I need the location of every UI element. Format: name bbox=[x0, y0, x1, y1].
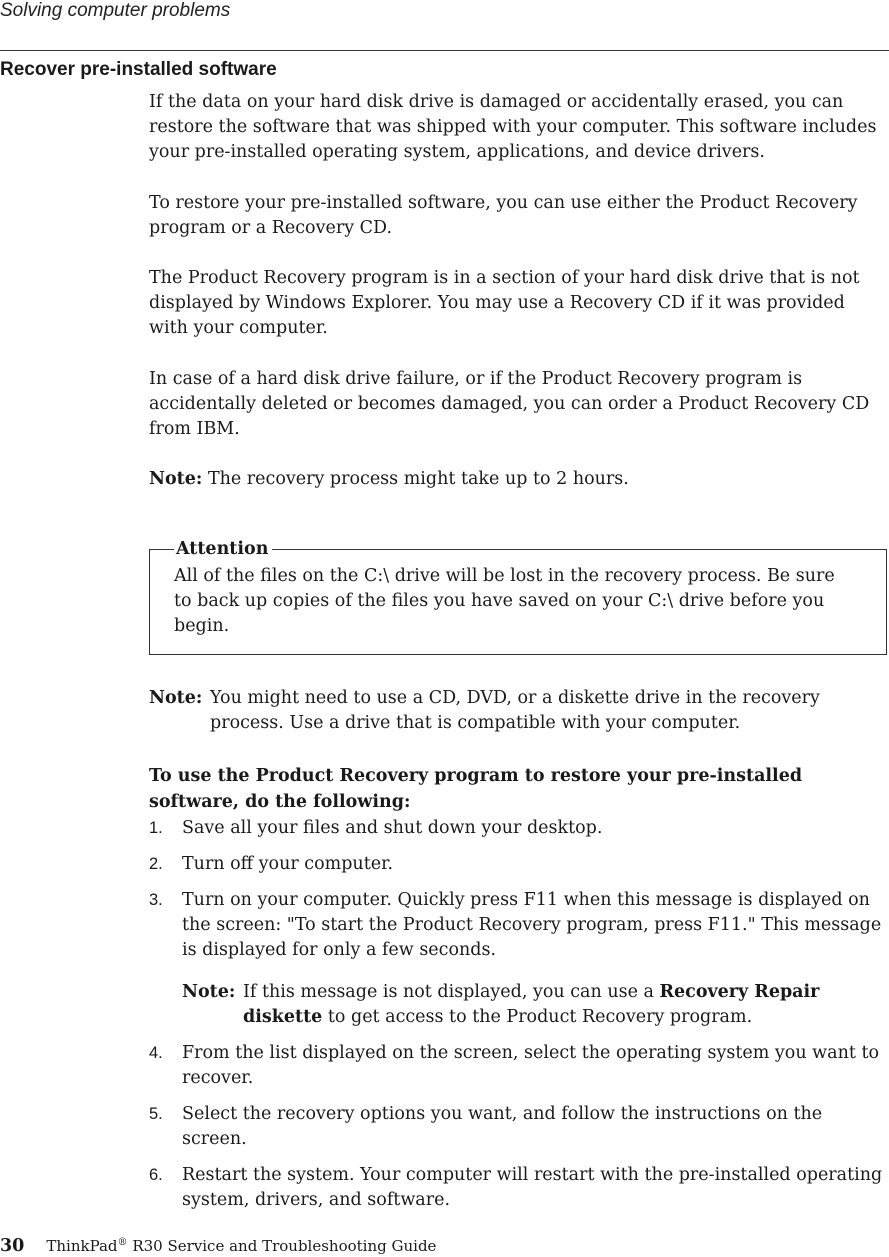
note-text-after: to get access to the Product Recovery program. bbox=[322, 1007, 753, 1027]
page-footer bbox=[0, 1235, 436, 1257]
steps-list bbox=[149, 816, 885, 1224]
footer-brand: ThinkPad bbox=[46, 1237, 118, 1255]
list-item bbox=[149, 852, 885, 877]
list-item bbox=[149, 1163, 885, 1213]
procedure-intro: To use the Product Recovery program to restore your pre-installed software, do the following: bbox=[149, 766, 803, 812]
note-text: You might need to use a CD, DVD, or a diskette drive in the recovery process. Use a drive that is compatible with your computer. bbox=[210, 688, 820, 733]
note-text-before: If this message is not displayed, you can use a bbox=[243, 982, 660, 1002]
step-text: Save all your files and shut down your desktop. bbox=[182, 818, 603, 838]
step-text: Select the recovery options you want, and follow the instructions on the screen. bbox=[182, 1104, 823, 1149]
attention-title: Attention bbox=[174, 538, 272, 560]
footer-title: R30 Service and Troubleshooting Guide bbox=[127, 1237, 437, 1255]
step-number: 5. bbox=[149, 1105, 163, 1123]
step-number: 2. bbox=[149, 855, 163, 873]
step-text: Restart the system. Your computer will restart with the pre-installed operating system, drivers, and software. bbox=[182, 1165, 883, 1210]
list-item bbox=[149, 1102, 885, 1152]
step-number: 1. bbox=[149, 819, 163, 837]
note-recovery-time bbox=[149, 467, 885, 492]
paragraph-drive-failure: In case of a hard disk drive failure, or if the Product Recovery program is accidentally deleted or becomes damaged, you can order a Product Recovery CD from IBM. bbox=[149, 369, 870, 439]
running-head: Solving computer problems bbox=[0, 0, 231, 21]
attention-box bbox=[149, 539, 887, 655]
step-number: 3. bbox=[149, 891, 163, 909]
note-label: Note: bbox=[149, 469, 203, 489]
note-text bbox=[243, 980, 885, 1030]
paragraph-recovery-program: The Product Recovery program is in a section of your hard disk drive that is not displayed by Windows Explorer. You may use a Recovery CD if it was provided with your computer. bbox=[149, 268, 860, 338]
note-drive-requirement bbox=[149, 686, 885, 736]
step-number: 4. bbox=[149, 1044, 163, 1062]
step-note bbox=[182, 980, 885, 1030]
note-text: The recovery process might take up to 2 hours. bbox=[207, 469, 629, 489]
step-text: From the list displayed on the screen, select the operating system you want to recover. bbox=[182, 1043, 880, 1088]
registered-mark: ® bbox=[117, 1237, 128, 1248]
note-label: Note: bbox=[149, 688, 203, 708]
paragraph-restore-options: To restore your pre-installed software, you can use either the Product Recovery program or a Recovery CD. bbox=[149, 193, 858, 238]
step-text: Turn off your computer. bbox=[182, 854, 394, 874]
step-text: Turn on your computer. Quickly press F11 when this message is displayed on the screen: "To start the Product Recovery program, press F11." This message is displayed for only a few seconds. bbox=[182, 890, 882, 960]
list-item bbox=[149, 888, 885, 1030]
section-title: Recover pre-installed software bbox=[0, 59, 277, 80]
list-item bbox=[149, 816, 885, 841]
page-number: 30 bbox=[0, 1236, 25, 1256]
paragraph-intro: If the data on your hard disk drive is damaged or accidentally erased, you can restore the software that was shipped with your computer. This software includes your pre-installed operating system, applications, and device drivers. bbox=[149, 92, 877, 162]
step-number: 6. bbox=[149, 1166, 163, 1184]
note-label: Note: bbox=[182, 982, 236, 1002]
list-item bbox=[149, 1041, 885, 1091]
attention-text: All of the files on the C:\ drive will be lost in the recovery process. Be sure to back up copies of the files you have saved on your C:\ drive before you begin. bbox=[174, 566, 835, 636]
header-rule bbox=[0, 50, 889, 51]
recovery-diskette-term: Recovery Repair diskette bbox=[243, 982, 820, 1027]
